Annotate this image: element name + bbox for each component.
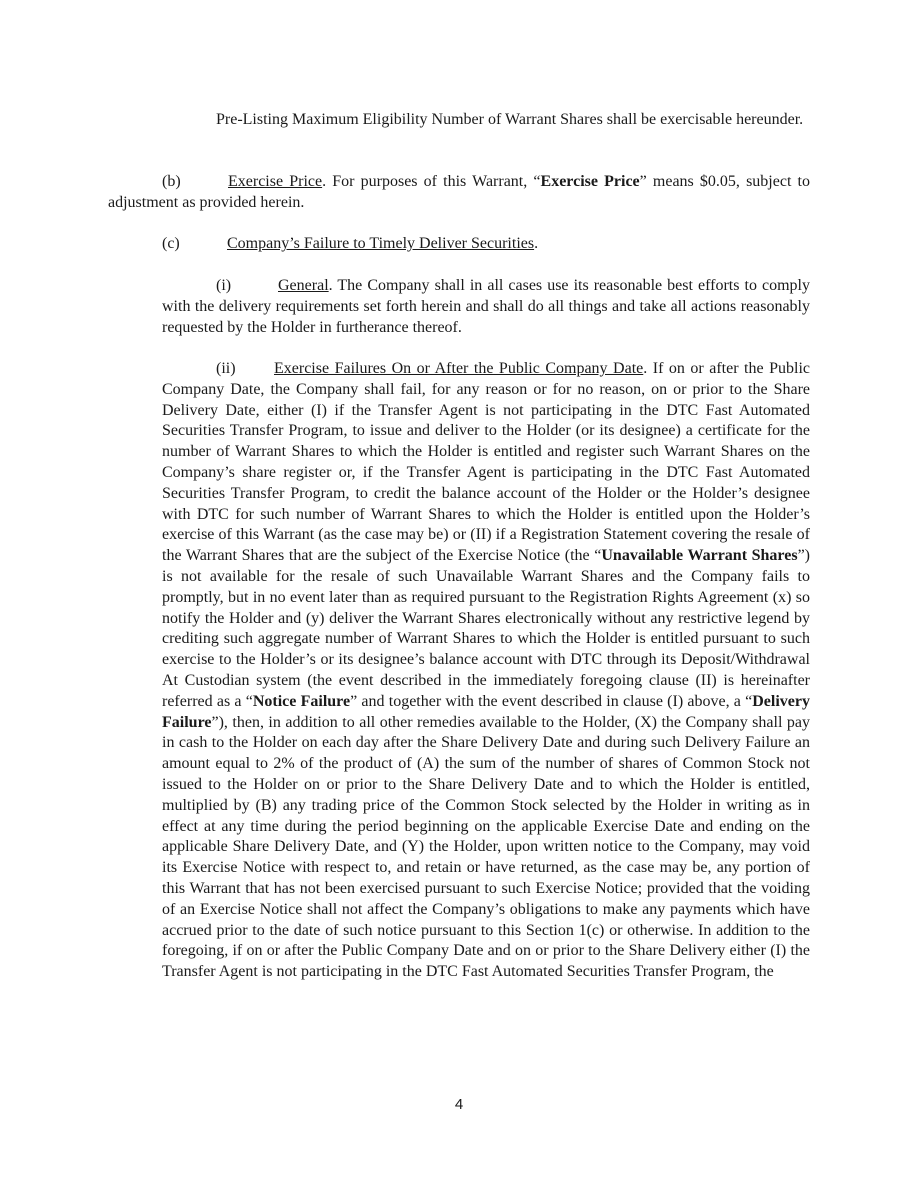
delivery-failure-term: Delivery Failure bbox=[162, 692, 810, 731]
section-c-heading: Company’s Failure to Timely Deliver Securities bbox=[227, 235, 535, 252]
section-c-i-paragraph bbox=[162, 276, 810, 338]
section-c-i-text: . The Company shall in all cases use its reasonable best efforts to comply with the delivery requirements set forth herein and shall do all things and take all actions reasonably requested by the Holder in furtherance thereof. bbox=[162, 277, 810, 336]
section-c-ii-text-4: ”), then, in addition to all other remedies available to the Holder, (X) the Company shall pay in cash to the Holder on each day after the Share Delivery Date and during such Delivery Failure an amount equal to 2% of the product of (A) the sum of the number of shares of Common Stock not issued to the Holder on or prior to the Share Delivery Date and to which the Holder is entitled, multiplied by (B) any trading price of the Common Stock selected by the Holder in writing as in effect at any time during the period beginning on the applicable Exercise Date and ending on the applicable Share Delivery Date, and (Y) the Holder, upon written notice to the Company, may void its Exercise Notice with respect to, and retain or have returned, as the case may be, any portion of this Warrant that has not been exercised pursuant to such Exercise Notice; provided that the voiding of an Exercise Notice shall not affect the Company’s obligations to make any payments which have accrued prior to the date of such notice pursuant to this Section 1(c) or otherwise. In addition to the foregoing, if on or after the Public Company Date and on or prior to the Share Delivery either (I) the Transfer Agent is not participating in the DTC Fast Automated Securities Transfer Program, the bbox=[162, 713, 810, 981]
section-c-heading-line bbox=[162, 234, 810, 255]
section-c-i-label: (i) bbox=[216, 277, 232, 294]
section-c-i-heading: General bbox=[278, 277, 329, 294]
section-c-label: (c) bbox=[162, 235, 180, 252]
exercise-price-term: Exercise Price bbox=[540, 173, 640, 190]
section-b-text-1: . For purposes of this Warrant, “ bbox=[322, 173, 541, 190]
section-c-ii-text-2: ”) is not available for the resale of such Unavailable Warrant Shares and the Company fails to promptly, but in no event later than as required pursuant to the Registration Rights Agreement (x) so notify the Holder and (y) deliver the Warrant Shares electronically without any restrictive legend by crediting such aggregate number of Warrant Shares to which the Holder is entitled pursuant to such exercise to the Holder’s or its designee’s balance account with DTC through its Deposit/Withdrawal At Custodian system (the event described in the immediately foregoing clause (II) is hereinafter referred as a “ bbox=[162, 547, 811, 710]
unavailable-warrant-shares-term: Unavailable Warrant Shares bbox=[601, 547, 798, 565]
page-number: 4 bbox=[454, 1096, 464, 1113]
section-c-period: . bbox=[534, 235, 539, 252]
section-c-ii-label: (ii) bbox=[216, 360, 236, 377]
section-c-ii-heading: Exercise Failures On or After the Public Company Date bbox=[274, 360, 644, 377]
section-b-paragraph bbox=[108, 172, 810, 214]
carryover-text: Pre-Listing Maximum Eligibility Number of Warrant Shares shall be exercisable hereunder. bbox=[216, 111, 804, 128]
carryover-paragraph bbox=[216, 110, 810, 131]
section-b-label: (b) bbox=[162, 173, 181, 190]
section-c-ii-text-1: . If on or after the Public Company Date, the Company shall fail, for any reason or for no reason, on or prior to the Share Delivery Date, either (I) if the Transfer Agent is not participating in the DTC Fast Automated Securities Transfer Program, to issue and deliver to the Holder (or its designee) a certificate for the number of Warrant Shares to which the Holder is entitled and register such Warrant Shares on the Company’s share register or, if the Transfer Agent is participating in the DTC Fast Automated Securities Transfer Program, to credit the balance account of the Holder or the Holder’s designee with DTC for such number of Warrant Shares to which the Holder is entitled upon the Holder’s exercise of this Warrant (as the case may be) or (II) if a Registration Statement covering the resale of the Warrant Shares that are the subject of the Exercise Notice (the “ bbox=[162, 360, 810, 565]
section-c-ii-paragraph bbox=[162, 359, 810, 983]
section-b-text-2: ” means $0.05, subject to adjustment as provided herein. bbox=[108, 173, 811, 211]
section-b-heading: Exercise Price bbox=[228, 173, 323, 190]
section-c-ii-text-3: ” and together with the event described in clause (I) above, a “ bbox=[350, 692, 753, 710]
notice-failure-term: Notice Failure bbox=[252, 692, 351, 710]
